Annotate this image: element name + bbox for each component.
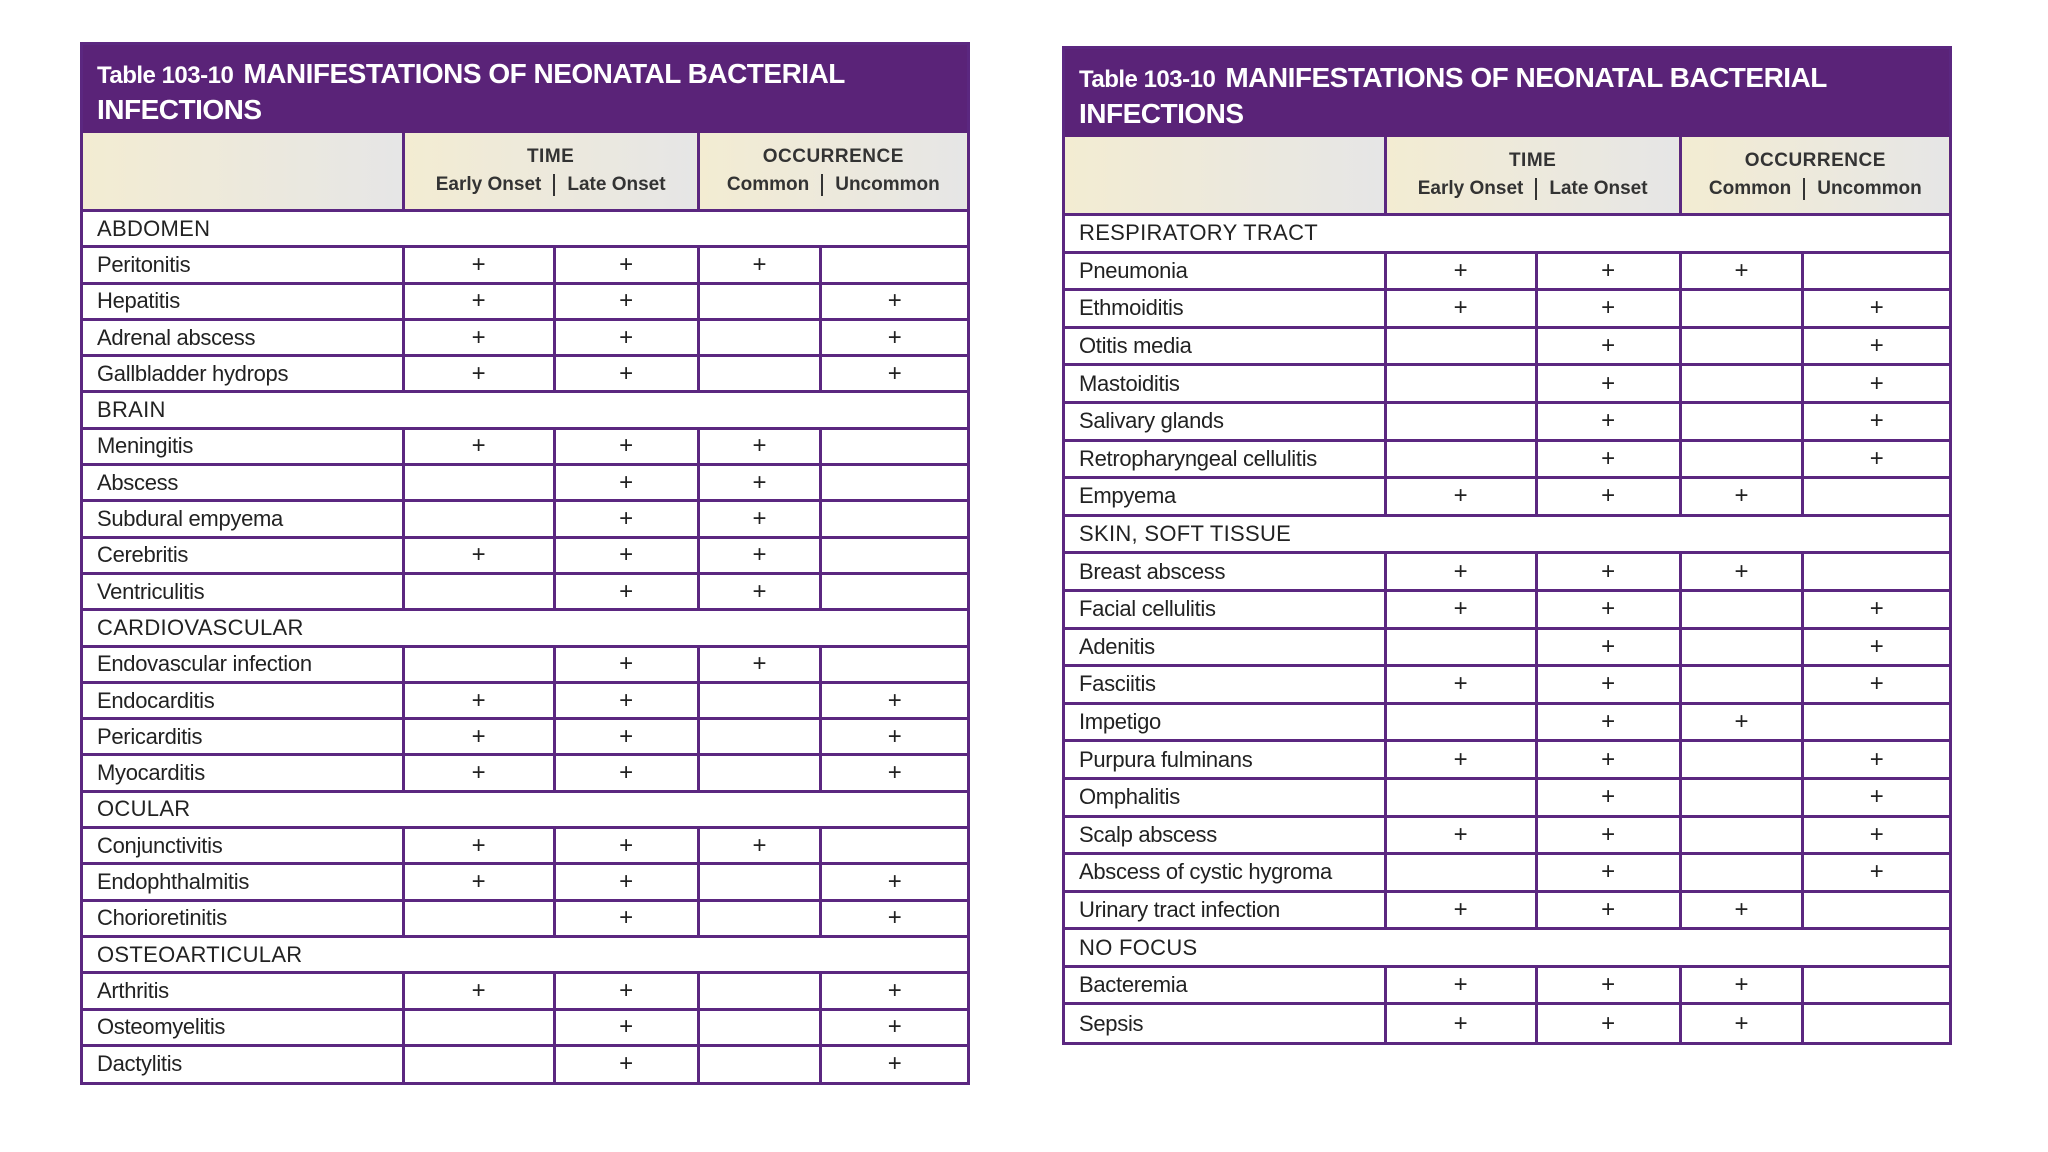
late-onset-cell: + bbox=[554, 719, 698, 755]
late-onset-cell: + bbox=[1536, 966, 1680, 1004]
uncommon-cell: + bbox=[1803, 327, 1949, 365]
uncommon-cell: + bbox=[821, 864, 967, 900]
table-row bbox=[1065, 741, 1949, 779]
uncommon-cell: + bbox=[821, 755, 967, 791]
time-label: TIME bbox=[1508, 150, 1557, 171]
common-cell bbox=[1680, 628, 1803, 666]
table-row bbox=[1065, 816, 1949, 854]
early-onset-cell bbox=[403, 900, 554, 936]
uncommon-cell bbox=[821, 573, 967, 609]
section-label: NO FOCUS bbox=[1065, 929, 1949, 967]
late-onset-cell: + bbox=[554, 864, 698, 900]
table-row bbox=[83, 428, 967, 464]
uncommon-label: Uncommon bbox=[835, 174, 940, 195]
uncommon-cell bbox=[1803, 252, 1949, 290]
late-onset-cell: + bbox=[554, 1045, 698, 1081]
late-onset-cell: + bbox=[554, 973, 698, 1009]
table-row bbox=[1065, 402, 1949, 440]
early-onset-cell: + bbox=[403, 356, 554, 392]
common-cell bbox=[1680, 854, 1803, 892]
early-onset-label: Early Onset bbox=[435, 174, 542, 195]
manifestation-name: Osteomyelitis bbox=[83, 1009, 403, 1045]
table-row bbox=[1065, 628, 1949, 666]
early-onset-cell bbox=[1385, 440, 1536, 478]
common-cell bbox=[698, 864, 821, 900]
section-header-row bbox=[1065, 929, 1949, 967]
uncommon-cell: + bbox=[1803, 816, 1949, 854]
late-onset-cell: + bbox=[554, 356, 698, 392]
manifestation-name: Chorioretinitis bbox=[83, 900, 403, 936]
manifestation-name: Ethmoiditis bbox=[1065, 290, 1385, 328]
manifestation-name: Abscess bbox=[83, 465, 403, 501]
late-onset-cell: + bbox=[1536, 703, 1680, 741]
header-occurrence bbox=[1680, 137, 1949, 215]
table-row bbox=[1065, 440, 1949, 478]
table-row bbox=[1065, 966, 1949, 1004]
header-time bbox=[403, 133, 698, 211]
table-title: MANIFESTATIONS OF NEONATAL BACTERIAL INFECTIONS bbox=[1079, 62, 1827, 129]
early-onset-cell bbox=[403, 465, 554, 501]
table-row bbox=[83, 755, 967, 791]
late-onset-label: Late Onset bbox=[1549, 178, 1648, 199]
table-row bbox=[83, 864, 967, 900]
common-cell: + bbox=[1680, 703, 1803, 741]
manifestation-name: Salivary glands bbox=[1065, 402, 1385, 440]
manifestation-name: Abscess of cystic hygroma bbox=[1065, 854, 1385, 892]
early-onset-cell: + bbox=[403, 428, 554, 464]
early-onset-cell: + bbox=[403, 682, 554, 718]
early-onset-cell: + bbox=[403, 537, 554, 573]
manifestation-name: Sepsis bbox=[1065, 1004, 1385, 1042]
early-onset-cell bbox=[1385, 703, 1536, 741]
late-onset-cell: + bbox=[1536, 666, 1680, 704]
late-onset-cell: + bbox=[554, 537, 698, 573]
manifestation-name: Endophthalmitis bbox=[83, 864, 403, 900]
uncommon-cell bbox=[821, 247, 967, 283]
manifestation-name: Adenitis bbox=[1065, 628, 1385, 666]
table-row bbox=[1065, 553, 1949, 591]
uncommon-cell bbox=[821, 646, 967, 682]
table-row bbox=[83, 646, 967, 682]
early-onset-cell: + bbox=[403, 283, 554, 319]
common-cell bbox=[1680, 816, 1803, 854]
early-onset-cell bbox=[1385, 365, 1536, 403]
uncommon-cell: + bbox=[821, 356, 967, 392]
data-table bbox=[1065, 137, 1949, 1042]
late-onset-cell: + bbox=[1536, 854, 1680, 892]
table-body bbox=[83, 211, 967, 1082]
late-onset-cell: + bbox=[554, 428, 698, 464]
common-cell: + bbox=[698, 428, 821, 464]
section-label: CARDIOVASCULAR bbox=[83, 610, 967, 646]
common-cell bbox=[1680, 402, 1803, 440]
table-row bbox=[1065, 478, 1949, 516]
common-cell: + bbox=[1680, 891, 1803, 929]
uncommon-cell: + bbox=[1803, 440, 1949, 478]
table-row bbox=[83, 1045, 967, 1081]
late-onset-label: Late Onset bbox=[567, 174, 666, 195]
common-cell: + bbox=[1680, 966, 1803, 1004]
common-cell bbox=[1680, 365, 1803, 403]
uncommon-cell bbox=[1803, 1004, 1949, 1042]
table-row bbox=[83, 828, 967, 864]
uncommon-cell bbox=[1803, 966, 1949, 1004]
header-blank bbox=[83, 133, 403, 211]
header-blank bbox=[1065, 137, 1385, 215]
late-onset-cell: + bbox=[1536, 816, 1680, 854]
early-onset-cell bbox=[1385, 327, 1536, 365]
common-cell bbox=[698, 1009, 821, 1045]
late-onset-cell: + bbox=[554, 283, 698, 319]
late-onset-cell: + bbox=[1536, 590, 1680, 628]
uncommon-cell: + bbox=[821, 973, 967, 1009]
manifestation-name: Subdural empyema bbox=[83, 501, 403, 537]
common-cell bbox=[1680, 741, 1803, 779]
uncommon-cell bbox=[821, 537, 967, 573]
table-row bbox=[1065, 666, 1949, 704]
manifestation-name: Peritonitis bbox=[83, 247, 403, 283]
early-onset-cell: + bbox=[403, 319, 554, 355]
early-onset-cell bbox=[1385, 628, 1536, 666]
manifestation-name: Retropharyngeal cellulitis bbox=[1065, 440, 1385, 478]
manifestation-name: Omphalitis bbox=[1065, 778, 1385, 816]
table-row bbox=[1065, 778, 1949, 816]
uncommon-cell bbox=[1803, 478, 1949, 516]
manifestation-name: Hepatitis bbox=[83, 283, 403, 319]
late-onset-cell: + bbox=[1536, 402, 1680, 440]
uncommon-cell: + bbox=[1803, 628, 1949, 666]
manifestation-name: Pericarditis bbox=[83, 719, 403, 755]
uncommon-cell: + bbox=[821, 719, 967, 755]
late-onset-cell: + bbox=[1536, 478, 1680, 516]
table-row bbox=[1065, 252, 1949, 290]
manifestation-name: Bacteremia bbox=[1065, 966, 1385, 1004]
late-onset-cell: + bbox=[554, 646, 698, 682]
section-header-row bbox=[1065, 515, 1949, 553]
uncommon-cell: + bbox=[1803, 590, 1949, 628]
table-row bbox=[83, 501, 967, 537]
uncommon-cell bbox=[821, 828, 967, 864]
uncommon-cell bbox=[1803, 553, 1949, 591]
common-cell: + bbox=[698, 465, 821, 501]
common-cell bbox=[1680, 590, 1803, 628]
uncommon-cell bbox=[1803, 703, 1949, 741]
early-onset-cell: + bbox=[403, 864, 554, 900]
table-row bbox=[83, 573, 967, 609]
manifestation-name: Dactylitis bbox=[83, 1045, 403, 1081]
occurrence-label: OCCURRENCE bbox=[762, 146, 904, 167]
late-onset-cell: + bbox=[1536, 252, 1680, 290]
manifestation-name: Otitis media bbox=[1065, 327, 1385, 365]
manifestation-name: Arthritis bbox=[83, 973, 403, 1009]
manifestation-name: Scalp abscess bbox=[1065, 816, 1385, 854]
manifestations-table-left bbox=[80, 42, 970, 1085]
table-row bbox=[1065, 891, 1949, 929]
section-label: OSTEOARTICULAR bbox=[83, 936, 967, 972]
late-onset-cell: + bbox=[1536, 553, 1680, 591]
table-row bbox=[83, 719, 967, 755]
common-cell: + bbox=[698, 501, 821, 537]
uncommon-cell: + bbox=[821, 319, 967, 355]
early-onset-cell bbox=[1385, 778, 1536, 816]
table-row bbox=[83, 247, 967, 283]
early-onset-cell: + bbox=[1385, 741, 1536, 779]
common-cell: + bbox=[698, 573, 821, 609]
early-onset-label: Early Onset bbox=[1417, 178, 1524, 199]
section-header-row bbox=[83, 392, 967, 428]
early-onset-cell bbox=[403, 573, 554, 609]
manifestation-name: Pneumonia bbox=[1065, 252, 1385, 290]
early-onset-cell: + bbox=[1385, 1004, 1536, 1042]
common-cell bbox=[698, 356, 821, 392]
manifestation-name: Purpura fulminans bbox=[1065, 741, 1385, 779]
table-row bbox=[1065, 327, 1949, 365]
early-onset-cell: + bbox=[403, 719, 554, 755]
early-onset-cell: + bbox=[1385, 290, 1536, 328]
uncommon-cell: + bbox=[1803, 365, 1949, 403]
data-table bbox=[83, 133, 967, 1082]
early-onset-cell bbox=[403, 501, 554, 537]
common-cell: + bbox=[1680, 478, 1803, 516]
uncommon-cell bbox=[1803, 891, 1949, 929]
common-cell: + bbox=[698, 646, 821, 682]
time-label: TIME bbox=[526, 146, 575, 167]
early-onset-cell bbox=[403, 646, 554, 682]
uncommon-cell: + bbox=[821, 1045, 967, 1081]
section-label: ABDOMEN bbox=[83, 211, 967, 247]
uncommon-cell: + bbox=[821, 900, 967, 936]
occurrence-label: OCCURRENCE bbox=[1744, 150, 1886, 171]
late-onset-cell: + bbox=[1536, 1004, 1680, 1042]
table-row bbox=[83, 319, 967, 355]
manifestation-name: Impetigo bbox=[1065, 703, 1385, 741]
uncommon-cell: + bbox=[821, 283, 967, 319]
manifestation-name: Fasciitis bbox=[1065, 666, 1385, 704]
early-onset-cell: + bbox=[1385, 553, 1536, 591]
table-title: MANIFESTATIONS OF NEONATAL BACTERIAL INFECTIONS bbox=[97, 58, 845, 125]
common-cell bbox=[698, 719, 821, 755]
common-cell: + bbox=[698, 247, 821, 283]
manifestation-name: Meningitis bbox=[83, 428, 403, 464]
uncommon-label: Uncommon bbox=[1817, 178, 1922, 199]
common-cell: + bbox=[1680, 252, 1803, 290]
common-cell: + bbox=[698, 537, 821, 573]
late-onset-cell: + bbox=[554, 1009, 698, 1045]
late-onset-cell: + bbox=[554, 900, 698, 936]
manifestation-name: Myocarditis bbox=[83, 755, 403, 791]
uncommon-cell bbox=[821, 428, 967, 464]
late-onset-cell: + bbox=[554, 319, 698, 355]
table-row bbox=[1065, 854, 1949, 892]
early-onset-cell: + bbox=[1385, 666, 1536, 704]
early-onset-cell bbox=[403, 1009, 554, 1045]
section-header-row bbox=[83, 211, 967, 247]
table-row bbox=[83, 537, 967, 573]
late-onset-cell: + bbox=[554, 247, 698, 283]
section-header-row bbox=[83, 610, 967, 646]
manifestation-name: Empyema bbox=[1065, 478, 1385, 516]
early-onset-cell: + bbox=[1385, 891, 1536, 929]
table-row bbox=[83, 465, 967, 501]
common-cell bbox=[1680, 666, 1803, 704]
late-onset-cell: + bbox=[554, 501, 698, 537]
early-onset-cell: + bbox=[1385, 590, 1536, 628]
late-onset-cell: + bbox=[1536, 365, 1680, 403]
common-cell bbox=[1680, 327, 1803, 365]
early-onset-cell: + bbox=[403, 973, 554, 1009]
early-onset-cell: + bbox=[1385, 816, 1536, 854]
late-onset-cell: + bbox=[554, 573, 698, 609]
early-onset-cell bbox=[403, 1045, 554, 1081]
uncommon-cell: + bbox=[1803, 778, 1949, 816]
section-label: OCULAR bbox=[83, 791, 967, 827]
early-onset-cell: + bbox=[1385, 966, 1536, 1004]
table-row bbox=[1065, 290, 1949, 328]
table-title-bar bbox=[1065, 49, 1949, 137]
common-cell bbox=[698, 682, 821, 718]
manifestation-name: Adrenal abscess bbox=[83, 319, 403, 355]
late-onset-cell: + bbox=[1536, 891, 1680, 929]
table-row bbox=[1065, 365, 1949, 403]
section-header-row bbox=[83, 936, 967, 972]
table-row bbox=[83, 356, 967, 392]
common-cell: + bbox=[698, 828, 821, 864]
manifestation-name: Breast abscess bbox=[1065, 553, 1385, 591]
late-onset-cell: + bbox=[554, 682, 698, 718]
late-onset-cell: + bbox=[554, 465, 698, 501]
header-time bbox=[1385, 137, 1680, 215]
table-body bbox=[1065, 215, 1949, 1042]
common-cell bbox=[698, 973, 821, 1009]
uncommon-cell: + bbox=[1803, 741, 1949, 779]
manifestation-name: Gallbladder hydrops bbox=[83, 356, 403, 392]
uncommon-cell: + bbox=[1803, 854, 1949, 892]
early-onset-cell: + bbox=[1385, 478, 1536, 516]
table-row bbox=[83, 973, 967, 1009]
table-row bbox=[83, 682, 967, 718]
early-onset-cell bbox=[1385, 854, 1536, 892]
section-label: SKIN, SOFT TISSUE bbox=[1065, 515, 1949, 553]
common-label: Common bbox=[726, 174, 810, 195]
early-onset-cell: + bbox=[1385, 252, 1536, 290]
table-number: Table 103-10 bbox=[1079, 66, 1216, 93]
manifestation-name: Endovascular infection bbox=[83, 646, 403, 682]
late-onset-cell: + bbox=[1536, 290, 1680, 328]
uncommon-cell bbox=[821, 465, 967, 501]
common-cell: + bbox=[1680, 553, 1803, 591]
section-header-row bbox=[83, 791, 967, 827]
manifestation-name: Endocarditis bbox=[83, 682, 403, 718]
early-onset-cell: + bbox=[403, 828, 554, 864]
uncommon-cell bbox=[821, 501, 967, 537]
common-cell bbox=[1680, 290, 1803, 328]
header-occurrence bbox=[698, 133, 967, 211]
late-onset-cell: + bbox=[1536, 628, 1680, 666]
table-number: Table 103-10 bbox=[97, 62, 234, 89]
uncommon-cell: + bbox=[821, 1009, 967, 1045]
uncommon-cell: + bbox=[821, 682, 967, 718]
common-cell bbox=[698, 900, 821, 936]
common-cell bbox=[698, 283, 821, 319]
late-onset-cell: + bbox=[554, 828, 698, 864]
common-cell bbox=[698, 1045, 821, 1081]
table-row bbox=[83, 283, 967, 319]
common-cell: + bbox=[1680, 1004, 1803, 1042]
manifestation-name: Cerebritis bbox=[83, 537, 403, 573]
late-onset-cell: + bbox=[554, 755, 698, 791]
section-label: BRAIN bbox=[83, 392, 967, 428]
table-row bbox=[83, 900, 967, 936]
section-label: RESPIRATORY TRACT bbox=[1065, 215, 1949, 253]
common-cell bbox=[1680, 440, 1803, 478]
common-cell bbox=[698, 755, 821, 791]
late-onset-cell: + bbox=[1536, 440, 1680, 478]
late-onset-cell: + bbox=[1536, 778, 1680, 816]
uncommon-cell: + bbox=[1803, 290, 1949, 328]
manifestation-name: Ventriculitis bbox=[83, 573, 403, 609]
table-row bbox=[1065, 1004, 1949, 1042]
manifestation-name: Conjunctivitis bbox=[83, 828, 403, 864]
manifestation-name: Urinary tract infection bbox=[1065, 891, 1385, 929]
table-title-bar bbox=[83, 45, 967, 133]
common-cell bbox=[1680, 778, 1803, 816]
late-onset-cell: + bbox=[1536, 741, 1680, 779]
uncommon-cell: + bbox=[1803, 402, 1949, 440]
early-onset-cell bbox=[1385, 402, 1536, 440]
table-row bbox=[1065, 590, 1949, 628]
section-header-row bbox=[1065, 215, 1949, 253]
table-row bbox=[1065, 703, 1949, 741]
table-row bbox=[83, 1009, 967, 1045]
uncommon-cell: + bbox=[1803, 666, 1949, 704]
early-onset-cell: + bbox=[403, 755, 554, 791]
manifestation-name: Facial cellulitis bbox=[1065, 590, 1385, 628]
common-cell bbox=[698, 319, 821, 355]
manifestation-name: Mastoiditis bbox=[1065, 365, 1385, 403]
early-onset-cell: + bbox=[403, 247, 554, 283]
late-onset-cell: + bbox=[1536, 327, 1680, 365]
common-label: Common bbox=[1708, 178, 1792, 199]
manifestations-table-right bbox=[1062, 46, 1952, 1045]
